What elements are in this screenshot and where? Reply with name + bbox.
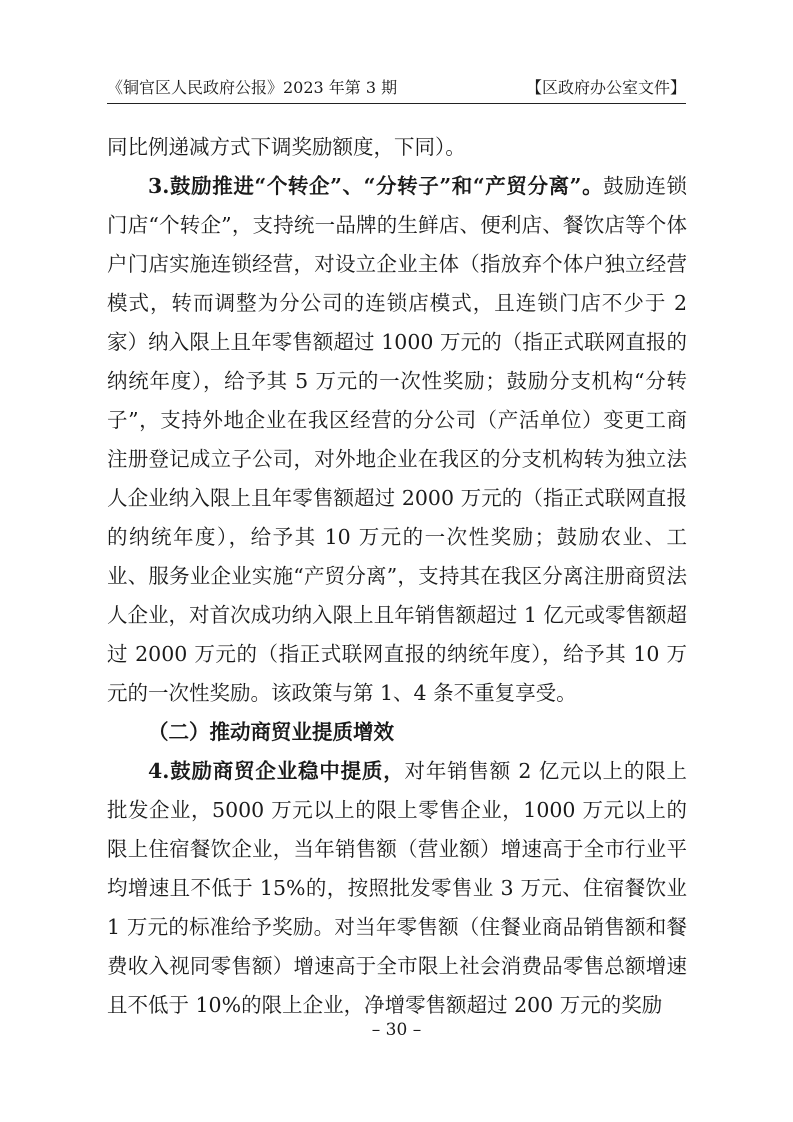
page-number: – 30 – (371, 1020, 422, 1040)
item-4-text: 对年销售额 2 亿元以上的限上批发企业，5000 万元以上的限上零售企业，1000 万元以上的限上住宿餐饮企业，当年销售额（营业额）增速高于全市行业平均增速且不低于 15%的，按照批发零售业 3 万元、住宿餐饮业 1 万元的标准给予奖励。对当年零售额（住餐业商品销售额和餐费收入视同零售额）增速高于全市限上社会消费品零售总额增速且不低于 10%的限上企业，净增零售额超过 200 万元的奖励 (107, 759, 687, 1017)
item-3-heading: 3.鼓励推进“个转企”、“分转子”和“产贸分离”。 (148, 174, 604, 198)
document-category: 【区政府办公室文件】 (525, 78, 686, 97)
item-3-text: 鼓励连锁门店“个转企”，支持统一品牌的生鲜店、便利店、餐饮店等个体户门店实施连锁经营，对设立企业主体（指放弃个体户独立经营模式，转而调整为分公司的连锁店模式，且连锁门店不少于 2 家）纳入限上且年零售额超过 1000 万元的（指正式联网直报的纳统年度），给予其 5 万元的一次性奖励；鼓励分支机构“分转子”，支持外地企业在我区经营的分公司（产活单位）变更工商注册登记成立子公司，对外地企业在我区的分支机构转为独立法人企业纳入限上且年零售额超过 2000 万元的（指正式联网直报的纳统年度），给予其 10 万元的一次性奖励；鼓励农业、工业、服务业企业实施“产贸分离”，支持其在我区分离注册商贸法人企业，对首次成功纳入限上且年销售额超过 1 亿元或零售额超过 2000 万元的（指正式联网直报的纳统年度），给予其 10 万元的一次性奖励。该政策与第 1、4 条不重复享受。 (107, 174, 688, 705)
running-header (107, 76, 686, 100)
header-divider (107, 103, 686, 104)
bulletin-title: 《铜官区人民政府公报》2023 年第 3 期 (107, 78, 398, 97)
paragraph-item-4 (107, 752, 687, 1025)
section-heading: （二）推动商贸业提质增效 (148, 720, 394, 744)
document-body (107, 128, 687, 1025)
paragraph-continuation: 同比例递减方式下调奖励额度，下同）。 (107, 135, 466, 159)
paragraph-item-3 (107, 167, 687, 713)
item-4-heading: 4.鼓励商贸企业稳中提质， (148, 759, 405, 783)
